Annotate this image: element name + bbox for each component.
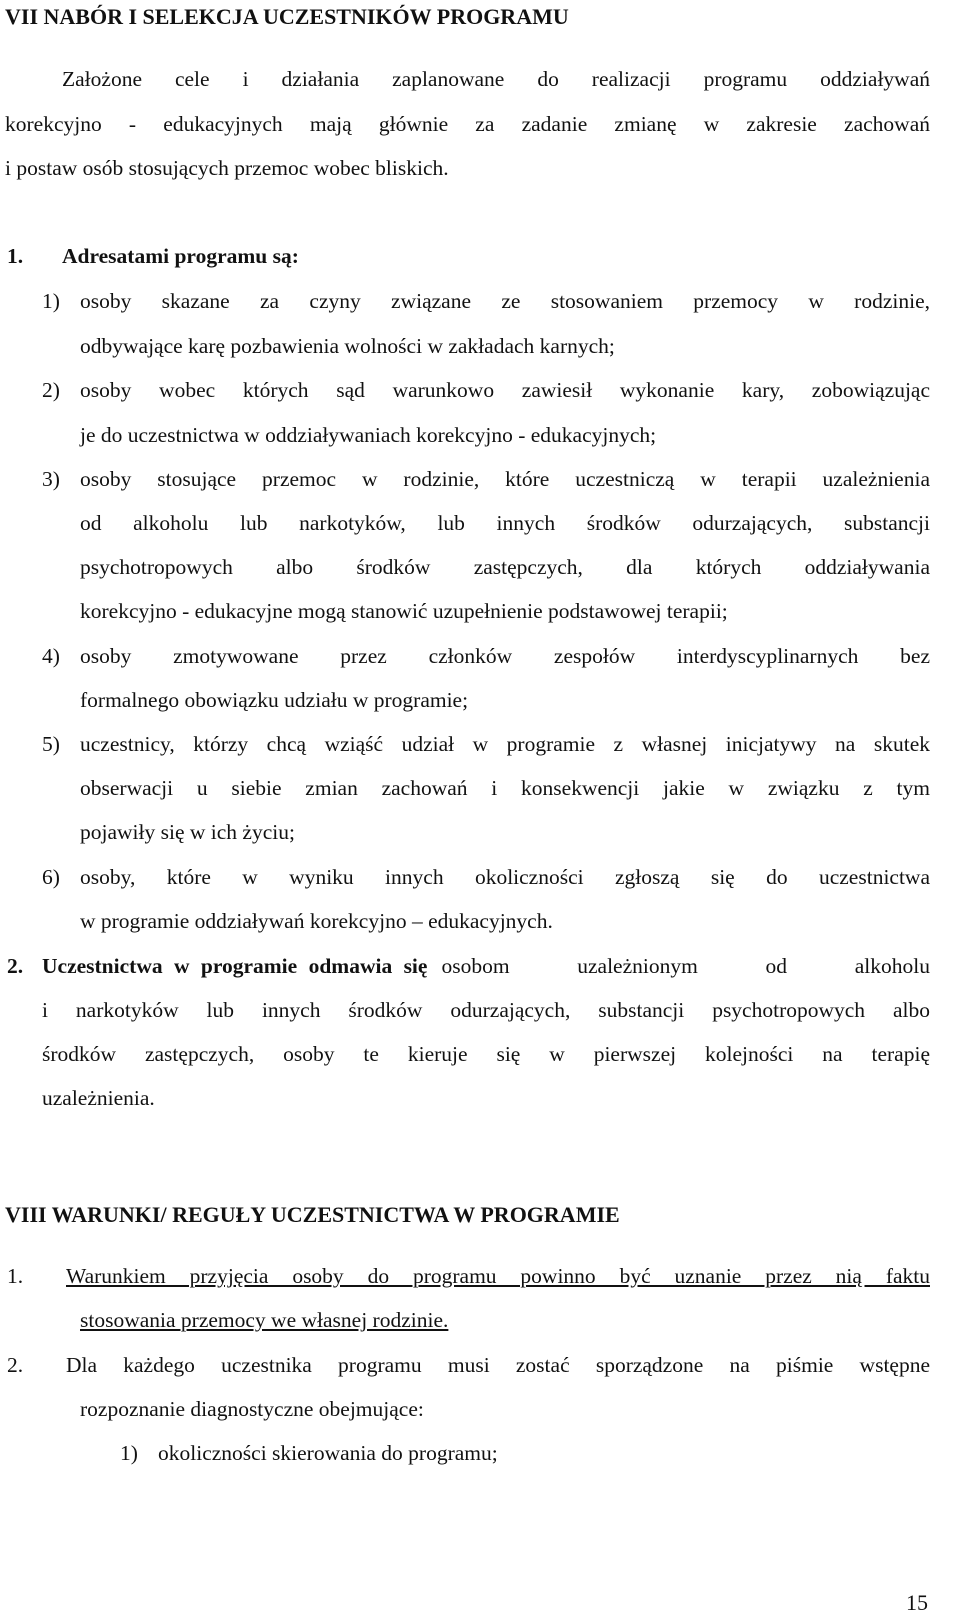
- list-number: 1): [120, 1441, 138, 1465]
- paragraph-bold-text: Uczestnictwa w programie odmawia się: [42, 954, 428, 978]
- list-item-line: formalnego obowiązku udziału w programie;: [80, 688, 469, 712]
- intro-line: korekcyjno - edukacyjnych mają głównie za zadanie zmianę w zakresie zachowań: [5, 114, 930, 136]
- list-number: 3): [42, 467, 60, 491]
- list-item-line: uczestnicy, którzy chcą wziąść udział w programie z własnej inicjatywy na skutek: [80, 734, 930, 756]
- paragraph-number: 2.: [7, 1353, 24, 1377]
- paragraph-line: Dla każdego uczestnika programu musi zostać sporządzone na piśmie wstępne: [66, 1355, 930, 1377]
- section-heading: VII NABÓR I SELEKCJA UCZESTNIKÓW PROGRAMU: [5, 4, 569, 29]
- paragraph-line: Warunkiem przyjęcia osoby do programu powinno być uznanie przez nią faktu: [66, 1266, 930, 1288]
- list-number: 5): [42, 732, 60, 756]
- paragraph-number: 2.: [7, 954, 24, 978]
- list-item-line: osoby skazane za czyny związane ze stosowaniem przemocy w rodzinie,: [80, 291, 930, 313]
- paragraph-first-line: [42, 956, 930, 978]
- list-item-line: obserwacji u siebie zmian zachowań i konsekwencji jakie w związku z tym: [80, 778, 930, 800]
- list-item-line: w programie oddziaływań korekcyjno – edukacyjnych.: [80, 909, 553, 933]
- list-item-line: od alkoholu lub narkotyków, lub innych środków odurzających, substancji: [80, 513, 930, 535]
- paragraph-line: środków zastępczych, osoby te kieruje się w pierwszej kolejności na terapię: [42, 1044, 930, 1066]
- list-item-line: osoby wobec których sąd warunkowo zawiesił wykonanie kary, zobowiązując: [80, 380, 930, 402]
- paragraph-line: i narkotyków lub innych środków odurzających, substancji psychotropowych albo: [42, 1000, 930, 1022]
- list-item-line: odbywające karę pozbawienia wolności w zakładach karnych;: [80, 334, 615, 358]
- paragraph-line: uzależnienia.: [42, 1086, 155, 1110]
- intro-line: i postaw osób stosujących przemoc wobec bliskich.: [5, 156, 449, 180]
- list-item-line: je do uczestnictwa w oddziaływaniach korekcyjno - edukacyjnych;: [80, 423, 657, 447]
- list-item-line: osoby zmotywowane przez członków zespołów interdyscyplinarnych bez: [80, 646, 930, 668]
- list-item-line: korekcyjno - edukacyjne mogą stanowić uzupełnienie podstawowej terapii;: [80, 599, 728, 623]
- list-number: 1): [42, 289, 60, 313]
- section-heading: VIII WARUNKI/ REGUŁY UCZESTNICTWA W PROGRAMIE: [5, 1202, 620, 1227]
- list-item-line: okoliczności skierowania do programu;: [158, 1441, 498, 1465]
- paragraph-title: Adresatami programu są:: [62, 244, 299, 268]
- list-item-line: osoby stosujące przemoc w rodzinie, które uczestniczą w terapii uzależnienia: [80, 469, 930, 491]
- list-item-line: psychotropowych albo środków zastępczych, dla których oddziaływania: [80, 557, 930, 579]
- list-item-line: osoby, które w wyniku innych okoliczności zgłoszą się do uczestnictwa: [80, 867, 930, 889]
- paragraph-line: rozpoznanie diagnostyczne obejmujące:: [80, 1397, 424, 1421]
- paragraph-number: 1.: [7, 244, 24, 268]
- paragraph-line: stosowania przemocy we własnej rodzinie.: [80, 1308, 449, 1332]
- page-number: 15: [906, 1590, 928, 1615]
- list-number: 2): [42, 378, 60, 402]
- list-number: 4): [42, 644, 60, 668]
- paragraph-number: 1.: [7, 1264, 24, 1288]
- intro-line: Założone cele i działania zaplanowane do realizacji programu oddziaływań: [62, 69, 930, 91]
- list-number: 6): [42, 865, 60, 889]
- list-item-line: pojawiły się w ich życiu;: [80, 820, 295, 844]
- paragraph-text: osobom uzależnionym od alkoholu: [441, 954, 930, 978]
